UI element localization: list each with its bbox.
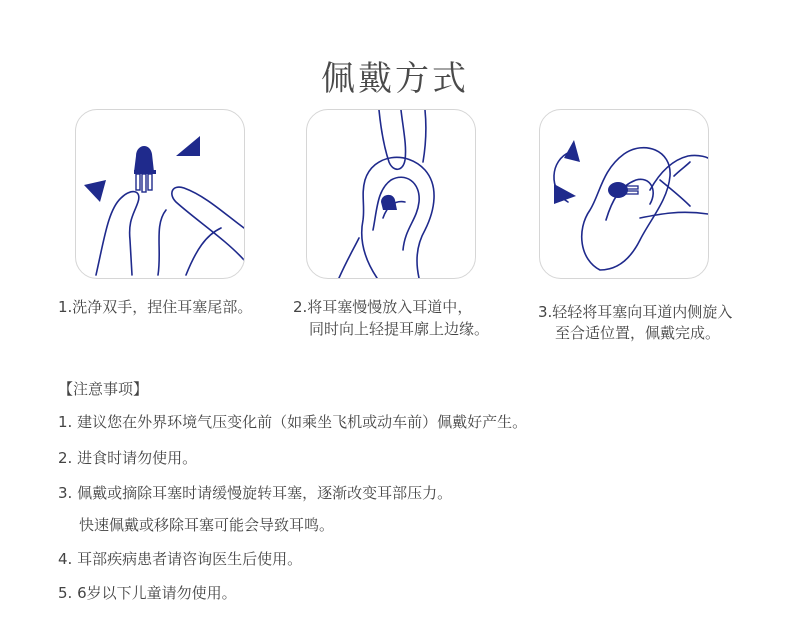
step-2-caption-line1: 2.将耳塞慢慢放入耳道中， <box>293 298 473 316</box>
note-item: 3. 佩戴或摘除耳塞时请缓慢旋转耳塞，逐渐改变耳部压力。 <box>58 484 453 502</box>
note-item: 2. 进食时请勿使用。 <box>58 449 198 467</box>
step-3-caption-line1: 3.轻轻将耳塞向耳道内侧旋入 <box>538 303 733 321</box>
rotate-earplug-icon <box>540 110 708 278</box>
step-1-caption: 1.洗净双手，捏住耳塞尾部。 <box>58 298 253 316</box>
step-3-caption-line2: 至合适位置，佩戴完成。 <box>555 324 721 342</box>
notes-heading: 【注意事项】 <box>58 380 149 398</box>
step-2-caption-line2: 同时向上轻提耳廓上边缘。 <box>309 320 490 338</box>
note-item: 4. 耳部疾病患者请咨询医生后使用。 <box>58 550 303 568</box>
pinch-earplug-icon <box>76 110 244 278</box>
ear-insert-icon <box>307 110 475 278</box>
note-item: 1. 建议您在外界环境气压变化前（如乘坐飞机或动车前）佩戴好产生。 <box>58 413 528 431</box>
step-1-illustration <box>75 109 245 279</box>
page-title: 佩戴方式 <box>321 58 469 99</box>
step-2-illustration <box>306 109 476 279</box>
note-item-continuation: 快速佩戴或移除耳塞可能会导致耳鸣。 <box>79 516 335 534</box>
note-item: 5. 6岁以下儿童请勿使用。 <box>58 584 237 602</box>
step-3-illustration <box>539 109 709 279</box>
